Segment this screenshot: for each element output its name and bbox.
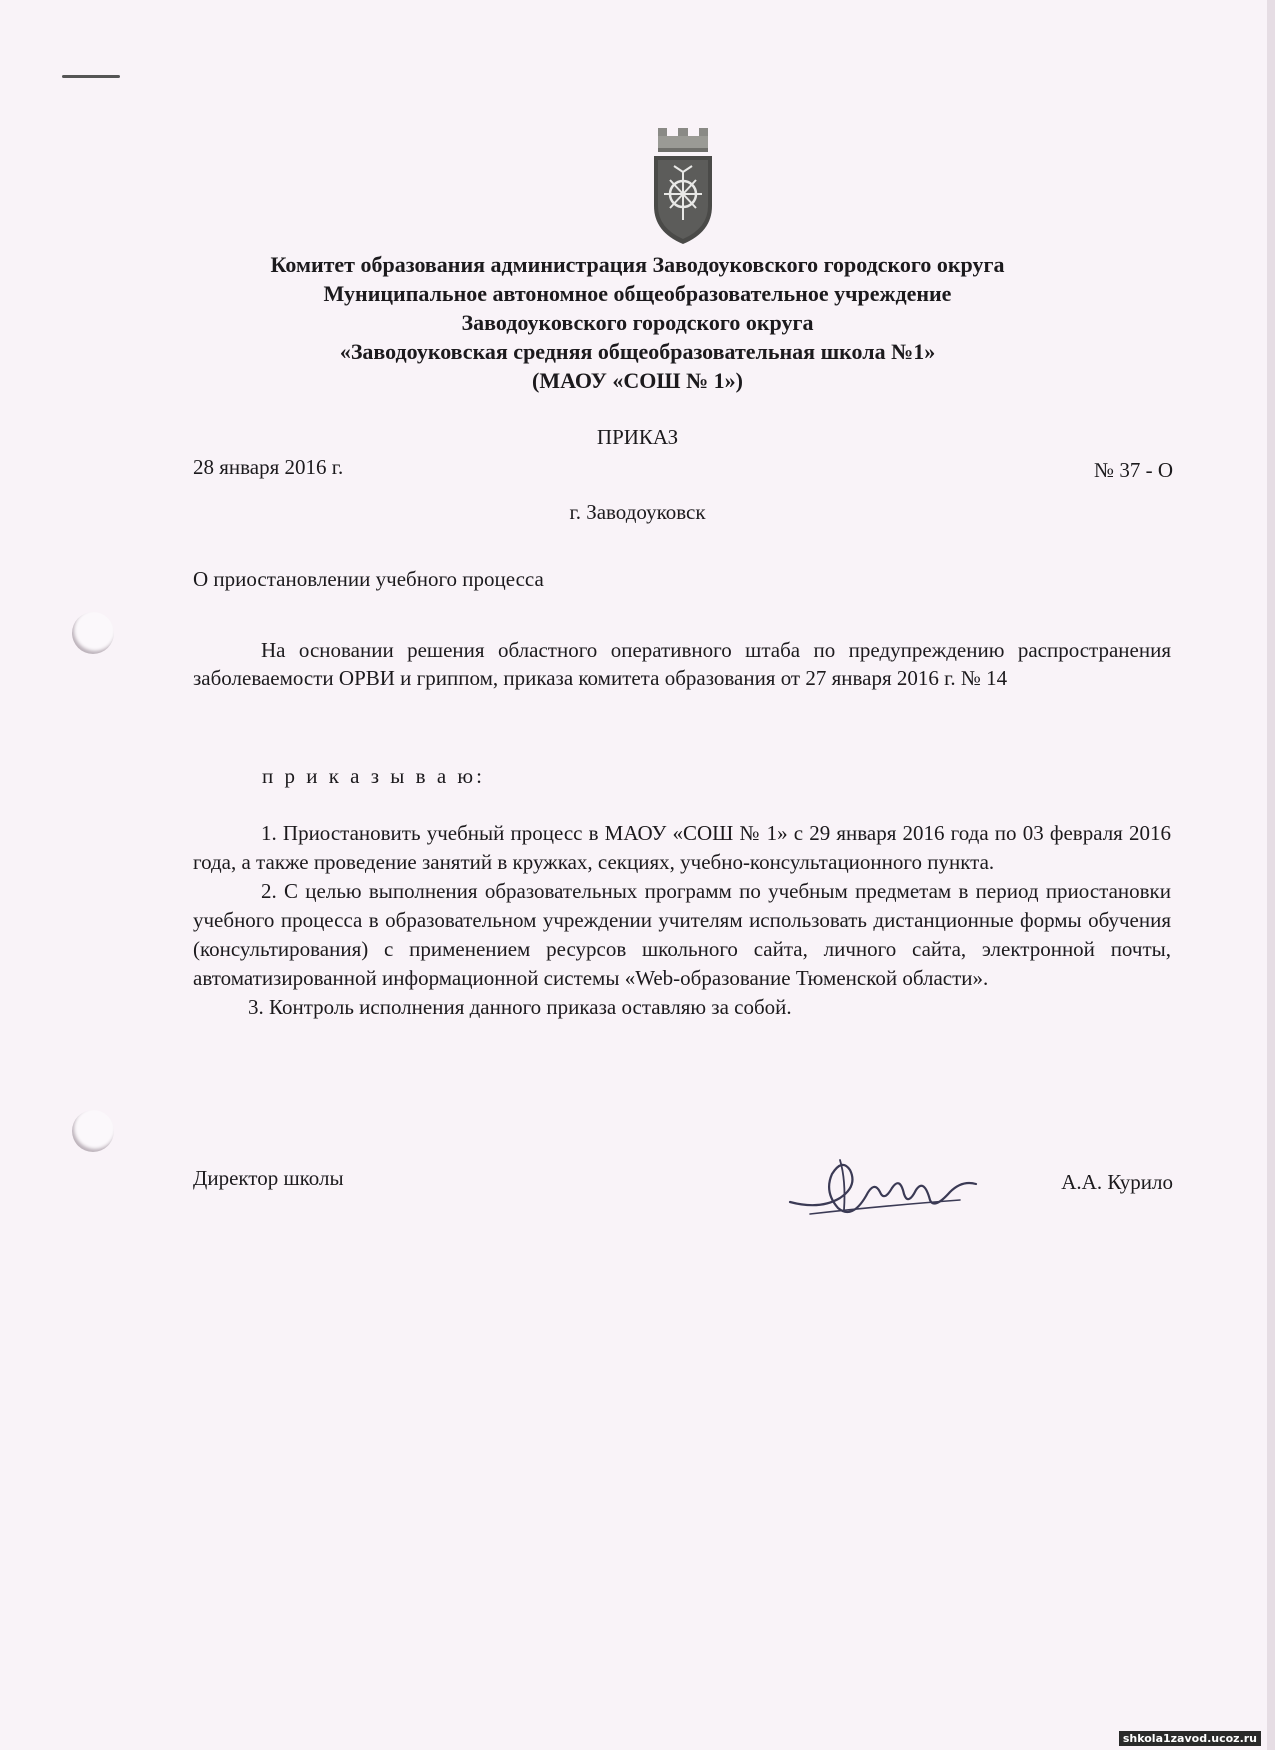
document-number: № 37 - О <box>1094 458 1173 482</box>
signatory-name: А.А. Курило <box>1061 1170 1173 1194</box>
punch-hole <box>72 612 114 654</box>
header-line: «Заводоуковская средняя общеобразовательная школа №1» <box>339 339 936 364</box>
order-item: 2. С целью выполнения образовательных программ по учебным предметам в период приостановки учебного процесса в образовательном учреждении учителям использовать дистанционные формы обучения (консультирования) с применением ресурсов школьного сайта, личного сайта, электронной почты, автоматизированной информационной системы «Web-образование Тюменской области». <box>193 879 1171 990</box>
document-subject: О приостановлении учебного процесса <box>193 567 544 591</box>
scan-mark <box>62 75 120 78</box>
header-line: (МАОУ «СОШ № 1») <box>532 368 743 393</box>
order-item: 1. Приостановить учебный процесс в МАОУ «СОШ № 1» с 29 января 2016 года по 03 февраля 2016 года, а также проведение занятий в кружках, секциях, учебно-консультационного пункта. <box>193 821 1171 874</box>
document-date: 28 января 2016 г. <box>193 455 344 479</box>
header-line: Муниципальное автономное общеобразовательное учреждение <box>323 281 952 306</box>
order-word: п р и к а з ы в а ю: <box>262 764 485 788</box>
document-title: ПРИКАЗ <box>596 425 679 449</box>
header-line: Заводоуковского городского округа <box>461 310 814 335</box>
site-watermark: shkola1zavod.ucoz.ru <box>1119 1731 1261 1746</box>
paper-edge <box>1267 0 1275 1750</box>
handwritten-signature <box>780 1140 990 1230</box>
header-line: Комитет образования администрация Заводоуковского городского округа <box>270 252 1005 277</box>
order-item: 3. Контроль исполнения данного приказа оставляю за собой. <box>248 995 792 1019</box>
document-city: г. Заводоуковск <box>569 500 706 524</box>
signatory-position: Директор школы <box>193 1166 344 1190</box>
basis-paragraph: На основании решения областного оперативного штаба по предупреждению распространения заболеваемости ОРВИ и гриппом, приказа комитета образования от 27 января 2016 г. № 14 <box>193 638 1171 690</box>
punch-hole <box>72 1110 114 1152</box>
city-coat-of-arms-icon <box>650 128 716 246</box>
order-items <box>193 819 1171 1022</box>
organization-header <box>190 250 1085 395</box>
